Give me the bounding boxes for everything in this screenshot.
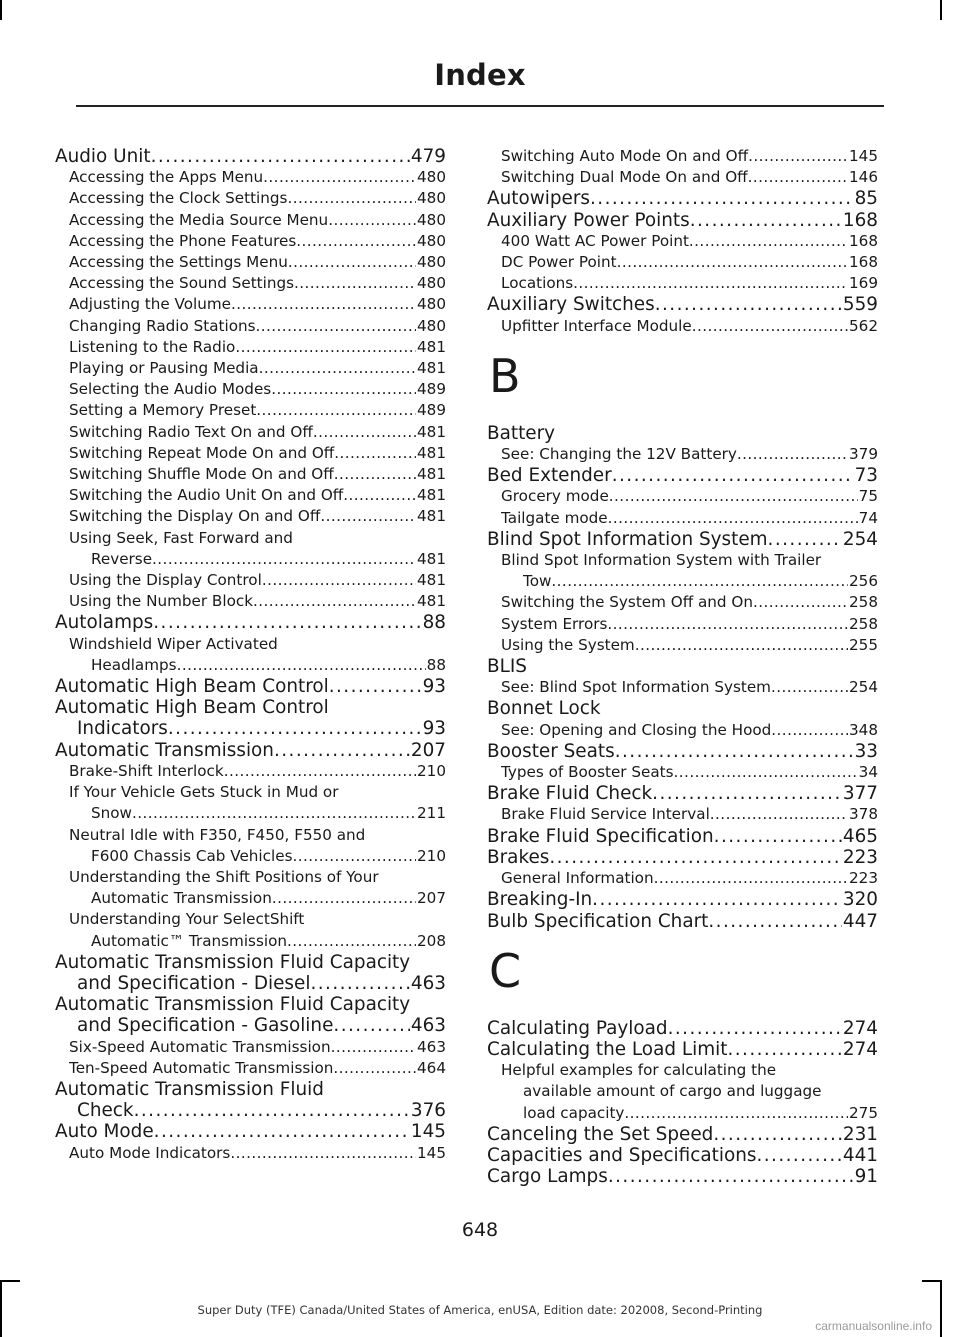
index-entry-text: General Information . . . xyxy=(501,868,878,889)
index-page-number: 463 xyxy=(416,1037,446,1058)
index-entry-text: Brake Fluid Specification . . . xyxy=(487,826,878,847)
index-subentry[interactable] xyxy=(487,868,878,889)
index-subentry[interactable] xyxy=(487,273,878,294)
index-subentry[interactable] xyxy=(55,252,446,273)
index-subentry[interactable] xyxy=(55,210,446,231)
index-entry-text: Automatic Transmission . . . xyxy=(69,888,446,909)
index-entry-text: Using the System . . . xyxy=(501,635,878,656)
index-entry-text-line: Understanding Your SelectShift xyxy=(69,910,305,929)
index-page-number: 481 xyxy=(416,443,446,464)
index-page-number: 480 xyxy=(416,294,446,315)
index-entry-text: Switching the Display On and Off . . . xyxy=(69,506,446,527)
index-entry-text-line: Automatic Transmission Fluid Capacity xyxy=(55,994,411,1016)
index-subentry[interactable] xyxy=(55,761,446,782)
index-page-number: 274 xyxy=(842,1017,878,1039)
index-page-number: 85 xyxy=(854,188,878,210)
index-subentry[interactable] xyxy=(55,316,446,337)
index-entry-text: Calculating Payload . . . xyxy=(487,1018,878,1039)
index-entry[interactable] xyxy=(487,911,878,932)
index-subentry[interactable] xyxy=(487,550,878,592)
index-entry[interactable] xyxy=(487,656,878,677)
index-page-number: 480 xyxy=(416,252,446,273)
index-entry-text-line: Automatic Transmission Fluid xyxy=(55,1078,324,1100)
index-page-number: 223 xyxy=(842,846,878,868)
page-number: 648 xyxy=(461,1219,499,1241)
index-entry-text: Ten-Speed Automatic Transmission . . . xyxy=(69,1058,446,1079)
index-entry-text-line: Using Seek, Fast Forward and xyxy=(69,528,293,547)
index-entry-text: Automatic™ Transmission . . . xyxy=(69,931,446,952)
index-page-number: 379 xyxy=(848,444,878,465)
index-entry[interactable] xyxy=(487,210,878,231)
index-subentry[interactable] xyxy=(55,294,446,315)
index-entry-text: Blind Spot Information System . . . xyxy=(487,529,878,550)
index-entry-text: Automatic Transmission . . . xyxy=(55,740,446,761)
crop-mark-bottom-right-h xyxy=(922,1280,942,1282)
index-entry-text: Bonnet Lock xyxy=(487,698,601,720)
index-entry-text-line: Windshield Wiper Activated xyxy=(69,634,278,653)
index-subentry[interactable] xyxy=(487,146,878,167)
index-page-number: 320 xyxy=(842,889,878,911)
index-entry-text: Auto Mode . . . xyxy=(55,1121,446,1142)
index-entry-text: Canceling the Set Speed . . . xyxy=(487,1124,878,1145)
index-entry-text: See: Opening and Closing the Hood . . . xyxy=(501,720,878,741)
index-entry-text: Check . . . xyxy=(55,1100,446,1121)
index-page-number: 489 xyxy=(416,400,446,421)
index-page-number: 463 xyxy=(410,1015,446,1037)
index-entry-text: Autolamps . . . xyxy=(55,612,446,633)
index-subentry[interactable] xyxy=(55,188,446,209)
index-page-number: 441 xyxy=(842,1144,878,1166)
index-entry-text: Upfitter Interface Module . . . xyxy=(501,316,878,337)
index-entry[interactable] xyxy=(487,1018,878,1039)
index-page-number: 376 xyxy=(410,1100,446,1122)
crop-mark-top-right xyxy=(940,0,942,20)
index-page-number: 274 xyxy=(842,1038,878,1060)
index-entry-text: Indicators . . . xyxy=(55,718,446,739)
index-entry-text: Switching the Audio Unit On and Off . . . xyxy=(69,485,446,506)
index-entry-text: Switching Shuffle Mode On and Off . . . xyxy=(69,464,446,485)
index-page-number: 231 xyxy=(842,1123,878,1145)
index-entry-text: DC Power Point . . . xyxy=(501,252,878,273)
index-entry-text: Accessing the Sound Settings . . . xyxy=(69,273,446,294)
index-page-number: 88 xyxy=(422,612,446,634)
index-page-number: 489 xyxy=(416,379,446,400)
index-letter-heading: C xyxy=(489,943,522,998)
index-subentry[interactable] xyxy=(55,231,446,252)
header-divider xyxy=(76,105,884,107)
index-entry-text: F600 Chassis Cab Vehicles . . . xyxy=(69,846,446,867)
index-entry[interactable] xyxy=(487,826,878,847)
index-page-number: 169 xyxy=(848,273,878,294)
index-subentry[interactable] xyxy=(487,231,878,252)
index-subentry[interactable] xyxy=(55,1058,446,1079)
index-page-number: 463 xyxy=(410,972,446,994)
index-subentry[interactable] xyxy=(55,167,446,188)
index-entry[interactable] xyxy=(55,612,446,633)
index-subentry[interactable] xyxy=(55,909,446,951)
index-subentry[interactable] xyxy=(55,273,446,294)
index-entry-text: Tow . . . xyxy=(501,571,878,592)
index-entry-text: Auxiliary Switches . . . xyxy=(487,294,878,315)
index-entry-text: Changing Radio Stations . . . xyxy=(69,316,446,337)
index-entry[interactable] xyxy=(487,1039,878,1060)
index-entry-text: Capacities and Specifications . . . xyxy=(487,1145,878,1166)
index-entry-text: Brake Fluid Service Interval . . . xyxy=(501,804,878,825)
index-entry-text: Brake Fluid Check . . . xyxy=(487,783,878,804)
index-entry-text-line: Helpful examples for calculating the xyxy=(501,1061,777,1080)
index-page-number: 211 xyxy=(416,803,446,824)
index-subentry[interactable] xyxy=(55,825,446,867)
index-entry-text: Tailgate mode . . . xyxy=(501,508,878,529)
watermark: carmanualsonline.info xyxy=(815,1319,932,1333)
index-entry-text-line: available amount of cargo and luggage xyxy=(523,1082,822,1101)
index-entry-text: Switching the System Off and On . . . xyxy=(501,592,878,613)
index-page-number: 168 xyxy=(842,209,878,231)
index-page-number: 480 xyxy=(416,273,446,294)
index-page-number: 480 xyxy=(416,316,446,337)
index-subentry[interactable] xyxy=(487,720,878,741)
index-entry[interactable] xyxy=(487,698,878,719)
index-page-number: 34 xyxy=(858,762,878,783)
index-page-number: 258 xyxy=(848,592,878,613)
index-entry-text: Six-Speed Automatic Transmission . . . xyxy=(69,1037,446,1058)
index-page-number: 93 xyxy=(422,676,446,698)
index-entry-text: Switching Radio Text On and Off . . . xyxy=(69,422,446,443)
index-entry-text: Brakes . . . xyxy=(487,847,878,868)
index-page-number: 207 xyxy=(416,888,446,909)
index-subentry[interactable] xyxy=(487,635,878,656)
index-entry[interactable] xyxy=(55,146,446,167)
index-page-number: 275 xyxy=(848,1103,878,1124)
index-page-number: 480 xyxy=(416,231,446,252)
index-entry-text: Listening to the Radio . . . xyxy=(69,337,446,358)
index-entry[interactable] xyxy=(487,889,878,910)
index-entry-text: Using the Number Block . . . xyxy=(69,591,446,612)
index-subentry[interactable] xyxy=(55,1037,446,1058)
index-page-number: 254 xyxy=(842,528,878,550)
index-entry-text-line: Automatic High Beam Control xyxy=(55,697,329,719)
index-page-number: 481 xyxy=(416,591,446,612)
index-page-number: 378 xyxy=(848,804,878,825)
index-entry-text: Auto Mode Indicators . . . xyxy=(69,1143,446,1164)
index-page-number: 254 xyxy=(848,677,878,698)
index-entry-text: BLIS xyxy=(487,656,527,678)
index-entry-text: load capacity . . . xyxy=(501,1103,878,1124)
index-page-number: 258 xyxy=(848,614,878,635)
index-entry[interactable] xyxy=(487,741,878,762)
index-subentry[interactable] xyxy=(55,506,446,527)
index-entry[interactable] xyxy=(55,676,446,697)
index-entry-text: Selecting the Audio Modes . . . xyxy=(69,379,446,400)
index-page-number: 481 xyxy=(416,506,446,527)
index-subentry[interactable] xyxy=(55,570,446,591)
index-entry-text: Auxiliary Power Points . . . xyxy=(487,210,878,231)
index-entry-text: Setting a Memory Preset . . . xyxy=(69,400,446,421)
index-entry[interactable] xyxy=(55,1079,446,1121)
index-page-number: 481 xyxy=(416,358,446,379)
index-page-number: 210 xyxy=(416,846,446,867)
index-subentry[interactable] xyxy=(487,167,878,188)
index-entry-text: Using the Display Control . . . xyxy=(69,570,446,591)
index-page-number: 91 xyxy=(854,1166,878,1188)
index-page-number: 480 xyxy=(416,167,446,188)
index-letter-heading: B xyxy=(489,348,521,403)
index-entry-text: Switching Repeat Mode On and Off . . . xyxy=(69,443,446,464)
index-page-number: 348 xyxy=(848,720,878,741)
index-subentry[interactable] xyxy=(487,592,878,613)
index-entry-text: Snow . . . xyxy=(69,803,446,824)
index-entry-text: System Errors . . . xyxy=(501,614,878,635)
index-column-left xyxy=(55,146,446,1164)
index-entry-text: Automatic High Beam Control . . . xyxy=(55,676,446,697)
index-subentry[interactable] xyxy=(487,252,878,273)
index-page-number: 480 xyxy=(416,210,446,231)
index-entry-text-line: Blind Spot Information System with Trailer xyxy=(501,551,822,570)
index-page-number: 145 xyxy=(848,146,878,167)
index-entry-text: Reverse . . . xyxy=(69,549,446,570)
index-entry-text: See: Blind Spot Information System . . . xyxy=(501,677,878,698)
index-entry[interactable] xyxy=(487,465,878,486)
index-page-number: 145 xyxy=(410,1121,446,1143)
index-page-number: 210 xyxy=(416,761,446,782)
index-entry[interactable] xyxy=(487,188,878,209)
index-entry[interactable] xyxy=(55,740,446,761)
index-page-number: 377 xyxy=(842,783,878,805)
index-page-number: 559 xyxy=(842,294,878,316)
index-page-number: 255 xyxy=(848,635,878,656)
index-entry[interactable] xyxy=(487,1124,878,1145)
index-page-number: 207 xyxy=(410,739,446,761)
index-subentry[interactable] xyxy=(55,867,446,909)
index-entry-text: See: Changing the 12V Battery . . . xyxy=(501,444,878,465)
index-page-number: 168 xyxy=(848,252,878,273)
index-entry[interactable] xyxy=(55,952,446,994)
index-page-number: 479 xyxy=(410,146,446,167)
index-entry-text: Headlamps . . . xyxy=(69,655,446,676)
index-subentry[interactable] xyxy=(487,677,878,698)
crop-mark-bottom-left-h xyxy=(0,1280,20,1282)
index-page-number: 168 xyxy=(848,231,878,252)
index-page-number: 481 xyxy=(416,485,446,506)
index-subentry[interactable] xyxy=(487,762,878,783)
index-subentry[interactable] xyxy=(55,485,446,506)
index-entry-text-line: Understanding the Shift Positions of Your xyxy=(69,867,379,886)
index-subentry[interactable] xyxy=(55,379,446,400)
footer-edition-text: Super Duty (TFE) Canada/United States of America, enUSA, Edition date: 202008, Second-Printing xyxy=(197,1303,763,1317)
index-subentry[interactable] xyxy=(55,528,446,570)
index-entry-text: Locations . . . xyxy=(501,273,878,294)
index-entry[interactable] xyxy=(55,1121,446,1142)
index-entry-text: 400 Watt AC Power Point . . . xyxy=(501,231,878,252)
index-entry-text: and Specification - Gasoline . . . xyxy=(55,1015,446,1036)
index-page-number: 74 xyxy=(858,508,878,529)
index-page-number: 73 xyxy=(854,465,878,487)
index-subentry[interactable] xyxy=(487,508,878,529)
index-entry-text: Bed Extender . . . xyxy=(487,465,878,486)
index-entry-text: Audio Unit . . . xyxy=(55,146,446,167)
index-subentry[interactable] xyxy=(487,316,878,337)
index-entry-text: Cargo Lamps . . . xyxy=(487,1166,878,1187)
index-entry-text: Battery xyxy=(487,422,556,444)
index-subentry[interactable] xyxy=(487,804,878,825)
index-entry[interactable] xyxy=(487,783,878,804)
index-entry-text-line: If Your Vehicle Gets Stuck in Mud or xyxy=(69,783,339,802)
index-page-number: 88 xyxy=(426,655,446,676)
index-entry-text: Accessing the Clock Settings . . . xyxy=(69,188,446,209)
index-entry-text: Accessing the Settings Menu . . . xyxy=(69,252,446,273)
index-subentry[interactable] xyxy=(487,614,878,635)
index-subentry[interactable] xyxy=(55,422,446,443)
index-entry-text: Grocery mode . . . xyxy=(501,486,878,507)
index-subentry[interactable] xyxy=(55,591,446,612)
index-subentry[interactable] xyxy=(55,400,446,421)
index-page-number: 75 xyxy=(858,486,878,507)
index-entry[interactable] xyxy=(487,847,878,868)
index-page-number: 481 xyxy=(416,549,446,570)
index-page-number: 447 xyxy=(842,910,878,932)
index-entry[interactable] xyxy=(487,1145,878,1166)
index-page-number: 146 xyxy=(848,167,878,188)
index-column-right xyxy=(487,146,878,1187)
index-subentry[interactable] xyxy=(55,337,446,358)
index-page-number: 33 xyxy=(854,740,878,762)
index-entry[interactable] xyxy=(487,423,878,444)
page-title: Index xyxy=(434,58,526,92)
index-entry-text: Switching Auto Mode On and Off . . . xyxy=(501,146,878,167)
index-entry-text: Types of Booster Seats . . . xyxy=(501,762,878,783)
index-entry-text: Bulb Specification Chart . . . xyxy=(487,911,878,932)
index-entry-text: Autowipers . . . xyxy=(487,188,878,209)
index-entry-text: Accessing the Media Source Menu . . . xyxy=(69,210,446,231)
index-subentry[interactable] xyxy=(487,1060,878,1124)
index-subentry[interactable] xyxy=(55,1143,446,1164)
crop-mark-top-left xyxy=(0,0,2,20)
index-entry-text-line: Neutral Idle with F350, F450, F550 and xyxy=(69,825,366,844)
index-entry-text: and Specification - Diesel . . . xyxy=(55,973,446,994)
index-page-number: 481 xyxy=(416,570,446,591)
index-entry-text: Brake-Shift Interlock . . . xyxy=(69,761,446,782)
index-page-number: 464 xyxy=(416,1058,446,1079)
index-page-number: 256 xyxy=(848,571,878,592)
index-entry-text: Calculating the Load Limit . . . xyxy=(487,1039,878,1060)
index-entry-text-line: Automatic Transmission Fluid Capacity xyxy=(55,951,411,973)
index-entry-text: Accessing the Phone Features . . . xyxy=(69,231,446,252)
index-subentry[interactable] xyxy=(55,358,446,379)
index-page-number: 223 xyxy=(848,868,878,889)
index-entry[interactable] xyxy=(487,529,878,550)
index-subentry[interactable] xyxy=(487,486,878,507)
index-subentry[interactable] xyxy=(55,634,446,676)
index-page-number: 93 xyxy=(422,718,446,740)
index-page-number: 481 xyxy=(416,337,446,358)
index-entry[interactable] xyxy=(487,1166,878,1187)
index-entry-text: Booster Seats . . . xyxy=(487,741,878,762)
index-page-number: 481 xyxy=(416,422,446,443)
index-entry[interactable] xyxy=(55,697,446,739)
index-entry-text: Breaking-In . . . xyxy=(487,889,878,910)
index-page-number: 481 xyxy=(416,464,446,485)
index-page-number: 208 xyxy=(416,931,446,952)
index-entry-text: Accessing the Apps Menu . . . xyxy=(69,167,446,188)
index-page-number: 562 xyxy=(848,316,878,337)
index-page-number: 465 xyxy=(842,825,878,847)
index-entry[interactable] xyxy=(487,294,878,315)
index-entry-text: Switching Dual Mode On and Off . . . xyxy=(501,167,878,188)
index-subentry[interactable] xyxy=(55,443,446,464)
index-entry[interactable] xyxy=(55,994,446,1036)
index-subentry[interactable] xyxy=(487,444,878,465)
index-page-number: 145 xyxy=(416,1143,446,1164)
index-entry-text: Adjusting the Volume . . . xyxy=(69,294,446,315)
index-subentry[interactable] xyxy=(55,782,446,824)
index-subentry[interactable] xyxy=(55,464,446,485)
index-entry-text: Playing or Pausing Media . . . xyxy=(69,358,446,379)
index-page-number: 480 xyxy=(416,188,446,209)
